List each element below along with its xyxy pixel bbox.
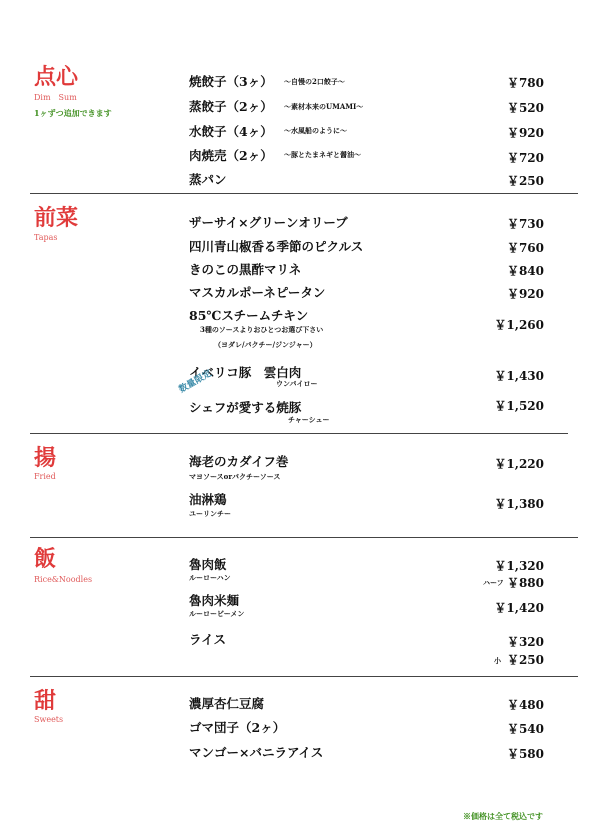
- menu-item-price: ￥250: [506, 174, 544, 188]
- menu-item-desc: ～豚とたまネギと醤油～: [284, 150, 361, 159]
- menu-item-note: ユーリンチー: [189, 509, 231, 518]
- menu-item-name: シェフが愛する焼豚: [189, 400, 302, 415]
- menu-item-name: ザーサイ×グリーンオリーブ: [189, 215, 348, 230]
- menu-item-name: 肉焼売（2ヶ）: [189, 148, 273, 163]
- small-size-label: 小: [494, 656, 501, 665]
- section-divider: [30, 193, 578, 194]
- menu-item-name: 油淋鶏: [189, 492, 227, 507]
- half-size-label: ハーフ: [483, 578, 504, 587]
- menu-item-name: 85℃スチームチキン: [189, 308, 309, 323]
- section-divider: [30, 433, 568, 434]
- tax-note: ※価格は全て税込です: [463, 811, 543, 821]
- menu-item-price: ￥1,420: [494, 601, 544, 615]
- category-title-dimsum: 点心: [34, 64, 79, 90]
- menu-item-price: ￥520: [506, 101, 544, 115]
- small-size-price: ￥250: [506, 653, 544, 667]
- dimsum-note: 1ヶずつ追加できます: [34, 108, 112, 118]
- menu-item-price: ￥730: [506, 217, 544, 231]
- section-divider: [30, 676, 578, 677]
- menu-item-price: ￥1,380: [494, 497, 544, 511]
- menu-item-name: 魯肉米麺: [189, 593, 240, 608]
- menu-item-reading: チャーシュー: [288, 415, 330, 424]
- menu-item-name: マンゴー×バニラアイス: [189, 745, 324, 760]
- menu-item-price: ￥580: [506, 747, 544, 761]
- category-subtitle-dimsum: Dim Sum: [34, 93, 77, 102]
- category-subtitle-tapas: Tapas: [34, 233, 58, 242]
- menu-item-note: ルーロービーメン: [189, 609, 245, 618]
- menu-item-name: イベリコ豚 雲白肉: [189, 365, 302, 380]
- menu-item-name: 蒸餃子（2ヶ）: [189, 99, 273, 114]
- menu-item-desc: ～水風船のように～: [284, 126, 347, 135]
- category-title-sweets: 甜: [34, 688, 57, 714]
- menu-item-price: ￥840: [506, 264, 544, 278]
- menu-item-note: 3種のソースよりおひとつお選び下さい: [200, 325, 324, 334]
- menu-item-price: ￥760: [506, 241, 544, 255]
- limited-badge: 数量限定: [177, 368, 214, 396]
- menu-item-price: ￥1,320: [494, 559, 544, 573]
- menu-item-note: マヨソースorパクチーソース: [189, 472, 281, 481]
- menu-item-name: 蒸パン: [189, 172, 227, 187]
- menu-item-name: ゴマ団子（2ヶ）: [189, 720, 286, 735]
- menu-item-price: ￥920: [506, 126, 544, 140]
- menu-item-price: ￥780: [506, 76, 544, 90]
- menu-item-name: ライス: [189, 632, 227, 647]
- menu-item-price: ￥1,260: [494, 318, 544, 332]
- category-title-tapas: 前菜: [34, 205, 79, 231]
- category-subtitle-rice: Rice&Noodles: [34, 575, 93, 584]
- menu-item-price: ￥1,520: [494, 399, 544, 413]
- menu-item-name: 海老のカダイフ巻: [189, 454, 289, 469]
- menu-item-desc: ～自慢の2口餃子～: [284, 77, 345, 86]
- category-title-rice: 飯: [34, 546, 57, 572]
- menu-item-price: ￥1,220: [494, 457, 544, 471]
- menu-item-name: 濃厚杏仁豆腐: [189, 696, 265, 711]
- menu-item-price: ￥720: [506, 151, 544, 165]
- menu-item-note: （ヨダレ/パクチー/ジンジャー）: [214, 340, 317, 349]
- menu-item-price: ￥480: [506, 698, 544, 712]
- menu-item-name: 魯肉飯: [189, 557, 227, 572]
- menu-item-price: ￥920: [506, 287, 544, 301]
- menu-item-price: ￥320: [506, 635, 544, 649]
- section-divider: [30, 537, 578, 538]
- menu-item-note: ルーローハン: [189, 573, 231, 582]
- menu-item-name: 焼餃子（3ヶ）: [189, 74, 273, 89]
- menu-item-price: ￥540: [506, 722, 544, 736]
- half-size-price: ￥880: [506, 576, 544, 590]
- menu-item-reading: ウンパイロー: [276, 379, 318, 388]
- menu-item-desc: ～素材本来のUMAMI～: [284, 102, 364, 111]
- menu-item-name: 四川青山椒香る季節のピクルス: [189, 239, 364, 254]
- category-subtitle-fried: Fried: [34, 472, 56, 481]
- menu-item-name: きのこの黒酢マリネ: [189, 262, 302, 277]
- menu-item-name: マスカルポーネピータン: [189, 285, 326, 300]
- category-title-fried: 揚: [34, 445, 57, 471]
- menu-item-price: ￥1,430: [494, 369, 544, 383]
- category-subtitle-sweets: Sweets: [34, 715, 64, 724]
- menu-item-name: 水餃子（4ヶ）: [189, 124, 273, 139]
